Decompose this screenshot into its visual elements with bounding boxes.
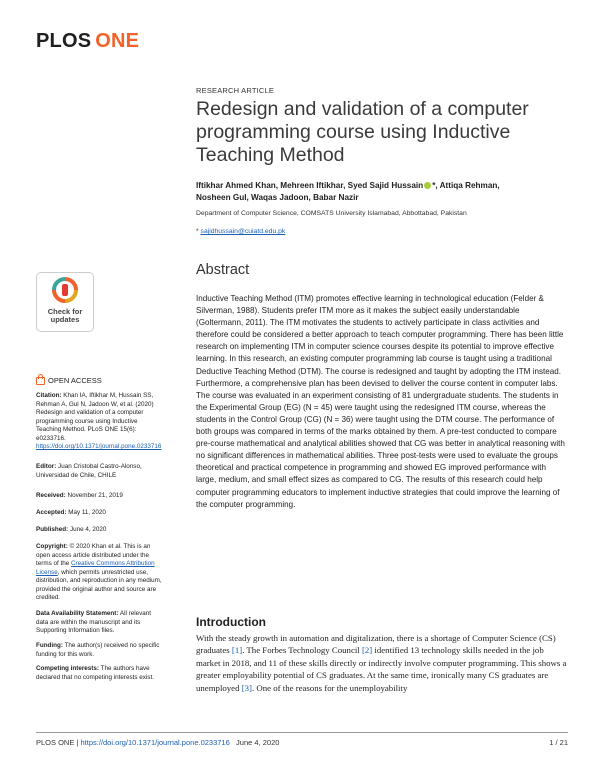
received-block: Received: November 21, 2019 xyxy=(36,492,123,499)
check-updates-icon xyxy=(52,277,78,303)
check-for-updates-button[interactable] xyxy=(36,272,94,332)
page-number: 1 / 21 xyxy=(549,738,568,747)
footer: PLOS ONE | https://doi.org/10.1371/journal.pone.0233716 June 4, 2020 xyxy=(36,738,280,747)
abstract-heading: Abstract xyxy=(196,262,250,278)
affiliation: Department of Computer Science, COMSATS University Islamabad, Abbottabad, Pakistan xyxy=(196,210,467,217)
check-label-2: updates xyxy=(50,315,80,324)
reference-link[interactable]: [3] xyxy=(241,682,252,693)
orcid-icon[interactable] xyxy=(424,182,431,189)
data-availability-block: Data Availability Statement: All relevant data are within the manuscript and its Supporting Information files. xyxy=(36,610,152,634)
editor-block: Editor: Juan Cristobal Castro-Alonso, Universidad de Chile, CHILE xyxy=(36,463,142,479)
funding-block: Funding: The author(s) received no specific funding for this work. xyxy=(36,642,160,658)
email-link[interactable]: sajidhussain@cuiatd.edu.pk xyxy=(200,228,286,235)
accepted-block: Accepted: May 11, 2020 xyxy=(36,509,106,516)
authors-line1-b: *, Attiqa Rehman, xyxy=(432,181,500,190)
authors-line2: Nosheen Gul, Waqas Jadoon, Babar Nazir xyxy=(196,193,359,202)
introduction-text: With the steady growth in automation and digitalization, there is a shortage of Computer Science (CS) graduates [1]. The Forbes Technology Council [2] identified 13 technology skills needed in the job market in 2018, and 11 of these skills directly or indirectly involve computer programming. This shows a greater employability potential of CS graduates. At the same time, ironically many CS graduates are unemployed [3]. One of the reasons for the unemployability xyxy=(196,633,567,693)
published-block: Published: June 4, 2020 xyxy=(36,526,107,533)
author-list xyxy=(196,180,568,204)
reference-link[interactable]: [2] xyxy=(361,645,373,656)
open-lock-icon xyxy=(36,377,45,385)
article-title: Redesign and validation of a computer programming course using Inductive Teaching Method xyxy=(196,98,529,166)
reference-link[interactable]: [1] xyxy=(231,645,243,656)
article-type: RESEARCH ARTICLE xyxy=(196,86,275,95)
license-link[interactable]: Creative Commons Attribution License xyxy=(36,560,155,576)
footer-divider xyxy=(36,732,568,733)
citation-doi-link[interactable]: https://doi.org/10.1371/journal.pone.0233716 xyxy=(36,443,162,450)
introduction-heading: Introduction xyxy=(196,615,266,629)
footer-doi-link[interactable]: https://doi.org/10.1371/journal.pone.0233716 xyxy=(80,738,230,747)
journal-logo: PLOS ONE xyxy=(36,30,140,52)
citation-block: Citation: Khan IA, Iftikhar M, Hussain SS, Rehman A, Gul N, Jadoon W, et al. (2020) Redesign and validation of a computer programming course using Inductive Teaching Method. PLoS ONE 15(6): e0233716. https://doi.org/10.1371/journal.pone.0233716 xyxy=(36,392,162,450)
authors-line1-a: Iftikhar Ahmed Khan, Mehreen Iftikhar, Syed Sajid Hussain xyxy=(196,181,424,190)
footer-date: June 4, 2020 xyxy=(236,738,280,747)
corresponding-email: * sajidhussain@cuiatd.edu.pk xyxy=(196,228,286,235)
check-label-1: Check for xyxy=(47,307,83,316)
copyright-block: Copyright: © 2020 Khan et al. This is an open access article distributed under the terms of the Creative Commons Attribution License, which permits unrestricted use, distribution, and reproduction in any medium, provided the original author and source are credited. xyxy=(36,543,162,601)
abstract-text: Inductive Teaching Method (ITM) promotes effective learning in technological education (Felder & Silverman, 1988). Students prefer ITM more as it makes the subject easily understandable (Goltermann, 2011). The ITM motivates the students to actively participate in class activities and therefore could be considered a better approach to teach computer programming. There has been little research on implementing ITM in computer science courses despite its potential to improve effective learning. In this research, an existing computer programming lab course is taught using a traditional Deductive Teaching Method (DTM). The course is redesigned and taught by adopting the ITM instead. Furthermore, a comprehensive plan has been devised to deliver the course content in computer labs. The course was evaluated in an experiment consisting of 81 undergraduate students. The students in the Experimental Group (EG) (N = 45) were taught using the redesigned ITM course, whereas the students in the Control Group (CG) (N = 36) were taught using the DTM course. The performance of both groups was compared in terms of the marks obtained by them. A pre-test conducted to compare pre-course mathematical and analytical abilities showed that CG was better in analytical reasoning with no significant differences in mathematical abilities. Three post-tests were used to evaluate the groups theoretical and practical competence in programming and showed EG improved performance with large, medium, and small effect sizes as compared to CG. The results of this research could help computer programming educators to implement inductive strategies that could improve the learning of the computer programming. xyxy=(196,294,565,509)
open-access: OPEN ACCESS xyxy=(36,376,102,385)
competing-interests-block: Competing interests: The authors have declared that no competing interests exist. xyxy=(36,665,154,681)
